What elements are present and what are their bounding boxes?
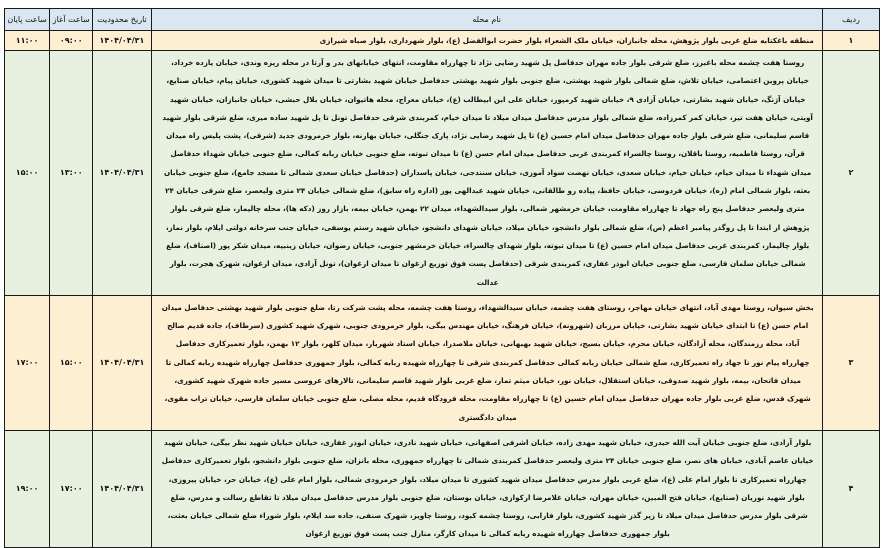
outage-schedule-table [4, 8, 880, 548]
table-header-row [5, 9, 880, 31]
outage-schedule-container [4, 8, 880, 548]
row-date: ۱۴۰۴/۰۴/۳۱ [93, 31, 151, 51]
row-start-time: ۱۵:۰۰ [50, 295, 93, 430]
row-end-time: ۱۱:۰۰ [5, 31, 50, 51]
table-row [5, 430, 880, 547]
row-end-time: ۱۹:۰۰ [5, 430, 50, 547]
table-row [5, 51, 880, 296]
row-end-time: ۱۵:۰۰ [5, 51, 50, 296]
row-area-name: بخش سیوان، روستا مهدی آباد، انتهای خیابان مهاجر، روستای هفت چشمه، خیابان سیدالشهداء، روستا هفت چشمه، محله پشت شرکت رتا، ضلع جنوبی بلوار شهید بهشتی حدفاصل میدان امام حسن (ع) تا ابتدای خیابان شهید بشارتی، خیابان مرزبان (شهرونه)، خیابان فرهنگ، خیابان مهندس بیگی، بلوار خرمرودی جنوبی، شهرک شهید کشوری (سرطاف)، جاده قدیم صالح آباد، محله رزمندگان، محله آزادگان، خیابان محرم، خیابان بسیج، خیابان شهید بهبهانی، خیابان ملاصدرا، خیابان استاد شهریار، میدان کلهر، بلوار ۱۲ بهمن، بلوار تعمیرکاری حدفاصل چهارراه پیام نور تا جهاد راه تعمیرکاری، ضلع شمالی خیابان ربابه کمالی حدفاصل کمربندی شرقی تا چهارراه شهیده ربابه کمالی، بلوار جمهوری حدفاصل چهارراه شهیده ربابه کمالی تا میدان فاتحان، بیمه، بلوار شهید صدوقی، خیابان استقلال، خیابان نور، خیابان میثم تمار، ضلع غربی بلوار شهید قاسم سلیمانی، تالارهای عروسی مسیر جاده شهرک شهید کشوری، شهرک قدس، ضلع غربی بلوار جاده مهران حدفاصل میدان امام حسین (ع) تا چهارراه مقاومت، محله فرودگاه قدیم، محله مصلی، ضلع جنوبی خیابان سلمان فارسی، خیابان تراب مقوی، میدان دادگستری [151, 295, 822, 430]
header-radif: ردیف [822, 9, 879, 31]
row-area-name: روستا هفت چشمه محله باغبرز، ضلع شرقی بلوار جاده مهران حدفاصل پل شهید رضایی نژاد تا چهارراه مقاومت، انتهای خیابانهای بدر و آرتا در محله ریزه وندی، خیابان یازده خرداد، خیابان پروین اعتصامی، خیابان تلاش، ضلع شمالی بلوار شهید بهشتی، ضلع جنوبی بلوار شهید بهشتی حدفاصل خیابان شهید بشارتی تا میدان شهید کشوری، خیابان پیام، خیابان صنایع، خیابان آژنگ، خیابان شهید بشارتی، خیابان آزادی ۹، خیابان شهید کرمپور، خیابان علی ابن ابیطالب (ع)، خیابان معراج، محله هاتیوان، خیابان بلال حبشی، خیابان جانبازان، خیابان شهید آویتی، خیابان هفت تیر، خیابان کمر کمرزاده، ضلع شمالی بلوار مدرس حدفاصل میدان میلاد تا میدان خیام، کمربندی شرقی حدفاصل تونل تا پل شهید ساده میری، ضلع شرقی بلوار شهید قاسم سلیمانی، ضلع شرقی بلوار جاده مهران حدفاصل میدان امام حسین (ع) تا پل شهید رضایی نژاد، پارک جنگلی، خیابان بهارنه، بلوار خرمرودی جدید (شرقی)، پشت پلیس راه میدان قرآن، روستا فاطمیه، روستا باقلان، روستا چالسراء کمربندی غربی حدفاصل میدان امام حسن (ع) تا میدان تبوته، ضلع جنوبی خیابان ربابه کمالی، ضلع جنوبی خیابان شهداء حدفاصل میدان شهداء تا میدان خیام، خیابان خیام، خیابان سعدی، خیابان نهضت سواد آموزی، خیابان سنندجی، خیابان پاسداران (حدفاصل خیابان سعدی شمالی تا مسجد جامع)، ضلع جنوبی خیابان بعثه، بلوار شمالی امام (ره)، خیابان فردوسی، خیابان حافظ، پیاده رو طالقانی، خیابان شهید عبدالهی پور (اداره راه سابق)، ضلع شمالی خیابان ۲۴ متری ولیعصر، ضلع شرقی خیابان ۲۴ متری ولیعصر حدفاصل پنج راه جهاد تا چهارراه مقاومت، خیابان خرمشهر شمالی، بلوار سیدالشهداء، میدان ۲۲ بهمن، خیابان بیمه، بازار روز (دکه ها)، محله چالیمار، ضلع شرقی بلوار پژوهش از ابتدا تا پل روگذر پیامبر اعظم (ص)، ضلع شمالی بلوار دانشجو، خیابان میلاد، خیابان شهدای دانشجو، خیابان شهید رستم یوسفی، خیابان جنب سرخانه دولتی ایلام، بلوار نماز، بلوار چالیمار، کمربندی غربی حدفاصل میدان امام حسین (ع) تا میدان تبوته، بلوار شهدای چالسراء، خیابان خرمشهر جنوبی، خیابان رضوان، خیابان زینبیه، میدان شکر پور (اصناف)، ضلع شمالی خیابان سلمان فارسی، ضلع جنوبی خیابان ابوذر غفاری، کمربندی شرقی (حدفاصل پست فوق توزیع ارغوان تا میدان ارغوان)، تونل آزادی، میدان ارغوان، شهرک هجرت، بلوار عدالت [151, 51, 822, 296]
table-row [5, 295, 880, 430]
row-start-time: ۰۹:۰۰ [50, 31, 93, 51]
row-radif: ۳ [822, 295, 879, 430]
row-radif: ۴ [822, 430, 879, 547]
header-name: نام محله [151, 9, 822, 31]
row-start-time: ۱۷:۰۰ [50, 430, 93, 547]
header-date: تاریخ محدودیت [93, 9, 151, 31]
row-date: ۱۴۰۴/۰۴/۳۱ [93, 430, 151, 547]
row-date: ۱۴۰۴/۰۴/۳۱ [93, 51, 151, 296]
row-area-name: بلوار آزادی، ضلع جنوبی خیابان آیت الله حیدری، خیابان شهید مهدی زاده، خیابان اشرفی اصفهانی، خیابان شهید نادری، خیابان ابوذر غفاری، خیابان خیابان شهید نظر بیگی، خیابان شهید خیابان عاصم آبادی، خیابان های نصر، ضلع جنوبی خیابان ۲۴ متری ولیعصر حدفاصل کمربندی شمالی تا چهارراه جمهوری، محله بانزان، ضلع جنوبی بلوار دانشجو، بلوار تعمیرکاری حدفاصل چهارراه تعمیرکاری تا بلوار امام علی (ع)، ضلع غربی بلوار مدرس حدفاصل میدان شهید کشوری تا میدان میلاد، بلوار خرمرودی شمالی، بلوار امام علی (ع)، خیابان حر، خیابان پیروزی، بلوار شهید نوریان (صنایع)، خیابان فتح المبین، خیابان مهران، خیابان غلامرضا ارکوازی، خیابان بوستان، ضلع جنوبی بلوار مدرس حدفاصل میدان میلاد تا تقاطع رسالت و مدرس، ضلع شرقی بلوار مدرس حدفاصل میدان میلاد تا زیر گذر شهید کشوری، بلوار فارابی، روستا چشمه کبود، روستا چاویز، شهرک صنفی، جاده سد ایلام، بلوار شوراء ضلع شمالی خیابان بعثت، بلوار جمهوری حدفاصل چهارراه شهیده ربابه کمالی تا میدان کارگر، منازل جنب پست فوق توزیع ارغوان [151, 430, 822, 547]
row-area-name: منطقه باغکتابه ضلع غربی بلوار پژوهش، محله جانبازان، خیابان ملک الشعراء بلوار حضرت ابوالفضل (ع)، بلوار شهرداری، بلوار صباه شیرازی [151, 31, 822, 51]
row-start-time: ۱۳:۰۰ [50, 51, 93, 296]
row-end-time: ۱۷:۰۰ [5, 295, 50, 430]
header-start: ساعت آغاز [50, 9, 93, 31]
header-end: ساعت پایان [5, 9, 50, 31]
row-radif: ۲ [822, 51, 879, 296]
table-row [5, 31, 880, 51]
row-radif: ۱ [822, 31, 879, 51]
row-date: ۱۴۰۴/۰۴/۳۱ [93, 295, 151, 430]
